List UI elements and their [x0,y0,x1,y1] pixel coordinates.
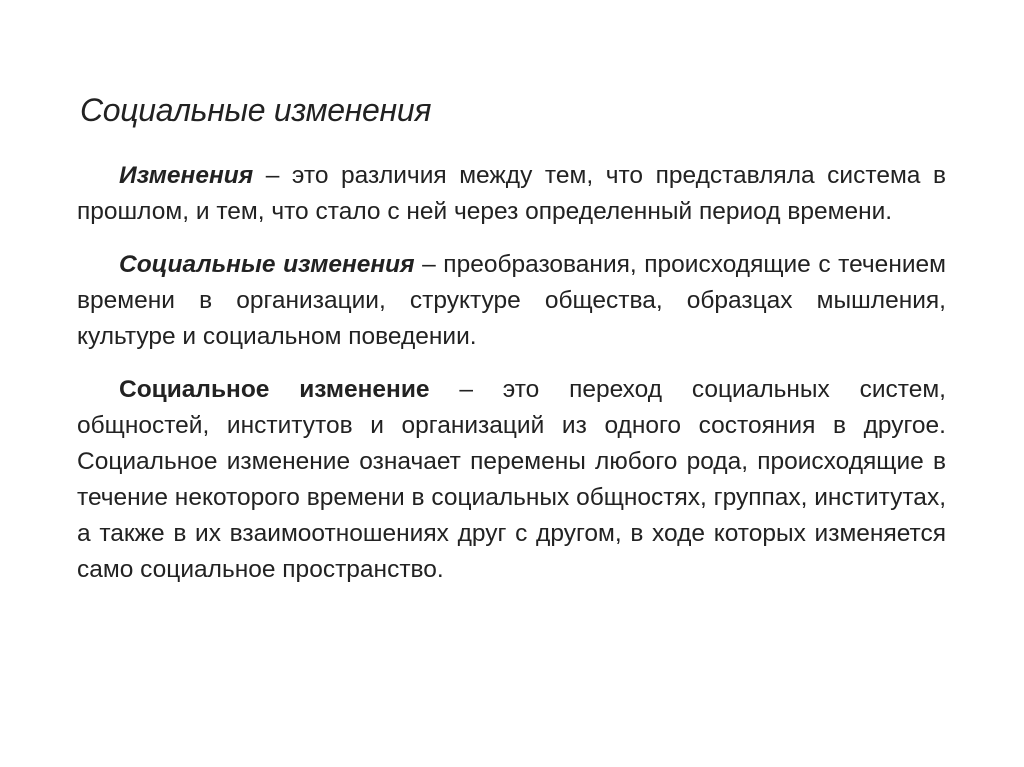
definition-term: Социальные изменения [119,251,415,278]
definition-text: – это переход социальных систем, общностей, институтов и организаций из одного состояния в другое. Социальное изменение означает перемены любого рода, происходящие в течение некоторого времени в социальных общностях, группах, институтах, а также в их взаимоотношениях друг с другом, в ходе которых изменяется само социальное пространство. [77,376,946,583]
definition-paragraph-changes [77,158,946,230]
definition-paragraph-social-changes [77,247,946,355]
definition-text: – преобразования, происходящие с течением времени в организации, структуре общества, образцах мышления, культуре и социальном поведении. [77,251,946,350]
slide-title: Социальные изменения [80,92,432,128]
definition-term: Изменения [119,162,254,189]
definition-text: – это различия между тем, что представляла система в прошлом, и тем, что стало с ней через определенный период времени. [77,162,946,225]
definition-paragraph-social-change [77,372,946,588]
definition-term: Социальное изменение [119,376,430,403]
slide-content [77,158,946,605]
